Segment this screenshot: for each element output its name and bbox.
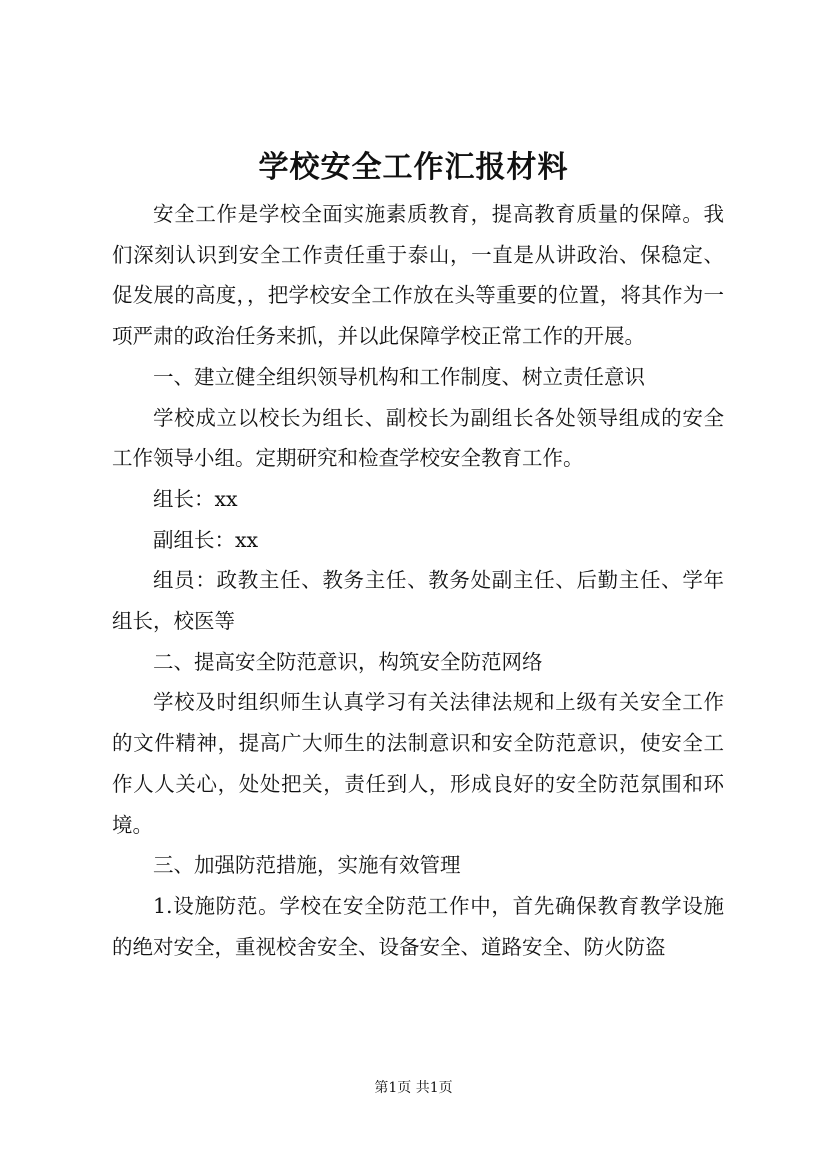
document-title: 学校安全工作汇报材料 <box>258 150 569 185</box>
paragraph-awareness: 学校及时组织师生认真学习有关法律法规和上级有关安全工作的文件精神，提高广大师生的法制意识和安全防范意识，使安全工作人人关心，处处把关，责任到人，形成良好的安全防范氛围和环境。 <box>112 690 724 837</box>
page-footer: 第1页 共1页 <box>374 1080 453 1096</box>
paragraph-facility-prevention: 1.设施防范。学校在安全防范工作中，首先确保教育教学设施的绝对安全，重视校舍安全、设备安全、道路安全、防火防盗 <box>112 893 724 959</box>
group-leader-line: 组长：xx <box>153 486 238 511</box>
paragraph-intro: 安全工作是学校全面实施素质教育，提高教育质量的保障。我们深刻认识到安全工作责任重于泰山，一直是从讲政治、保稳定、促发展的高度，，把学校安全工作放在头等重要的位置，将其作为一项严肃的政治任务来抓，并以此保障学校正常工作的开展。 <box>112 202 724 349</box>
paragraph-safety-group: 学校成立以校长为组长、副校长为副组长各处领导组成的安全工作领导小组。定期研究和检查学校安全教育工作。 <box>112 405 724 471</box>
document-body <box>112 194 724 967</box>
group-members-line: 组员：政教主任、教务主任、教务处副主任、后勤主任、学年组长，校医等 <box>112 568 724 634</box>
deputy-leader-line: 副组长：xx <box>153 527 259 552</box>
section-heading-1: 一、建立健全组织领导机构和工作制度、树立责任意识 <box>153 364 645 389</box>
section-heading-3: 三、加强防范措施，实施有效管理 <box>153 853 461 878</box>
section-heading-2: 二、提高安全防范意识，构筑安全防范网络 <box>153 649 543 674</box>
